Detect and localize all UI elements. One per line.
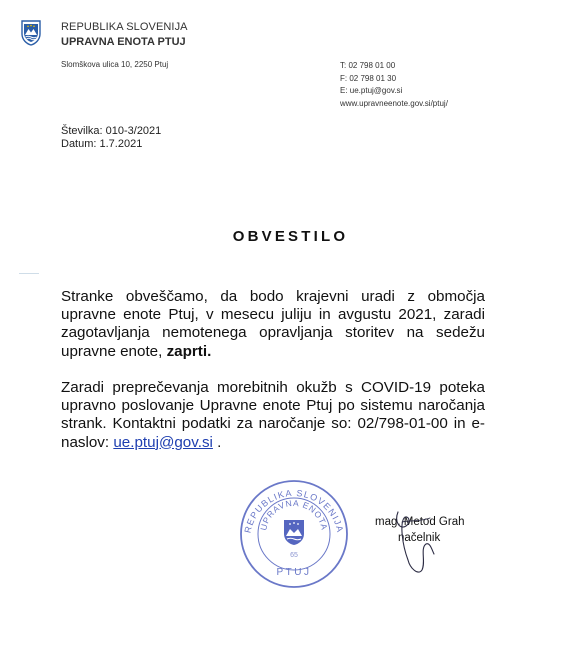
reference-date: Datum: 1.7.2021: [61, 138, 143, 150]
contact-phone: T: 02 798 01 00: [340, 61, 396, 70]
official-stamp: [238, 478, 350, 590]
slovenia-crest-icon: [21, 20, 41, 46]
contact-email: E: ue.ptuj@gov.si: [340, 86, 403, 96]
email-link[interactable]: ue.ptuj@gov.si: [113, 433, 213, 451]
reference-number: Številka: 010-3/2021: [61, 125, 162, 137]
paragraph-1: [61, 288, 485, 361]
stamp-arc-text: REPUBLIKA SLOVENIJA: [242, 487, 346, 534]
paragraph-1-text: Stranke obveščamo, da bodo krajevni uradi z območja upravne enote Ptuj, v mesecu juliju in avgustu 2021, zaradi zagotavljanja nemotenega opravljanja storitev na sedežu upravne enote,: [61, 288, 485, 360]
paragraph-2-text: Zaradi preprečevanja morebitnih okužb s COVID-19 poteka upravno poslovanje Upravne enote Ptuj po sistemu naročanja strank. Kontaktni podatki za naročanje so: 02/798-01-00 in e-naslov:: [61, 379, 485, 451]
stamp-city: PTUJ: [276, 567, 312, 578]
stamp-number: 65: [290, 552, 298, 559]
signatory-name: mag. Metod Grah: [375, 516, 465, 528]
contact-fax: F: 02 798 01 30: [340, 73, 397, 83]
reference-block: [61, 125, 161, 151]
stamp-crest-icon: [284, 520, 304, 545]
org-line-2: UPRAVNA ENOTA PTUJ: [61, 36, 186, 48]
org-line-1: REPUBLIKA SLOVENIJA: [61, 21, 188, 33]
signatory-role: načelnik: [398, 532, 441, 544]
contact-block: [340, 60, 448, 110]
address: Slomškova ulica 10, 2250 Ptuj: [61, 60, 169, 69]
document-title: OBVESTILO: [232, 228, 349, 245]
paragraph-2: [61, 379, 485, 452]
paragraph-1-bold: zaprti.: [166, 342, 212, 360]
contact-web: www.upravneenote.gov.si/ptuj/: [340, 98, 448, 108]
margin-mark: [19, 273, 39, 274]
paragraph-2-end: .: [212, 433, 222, 451]
handwritten-signature: [360, 500, 450, 580]
stamp-inner-text: UPRAVNA ENOTA: [258, 497, 330, 532]
